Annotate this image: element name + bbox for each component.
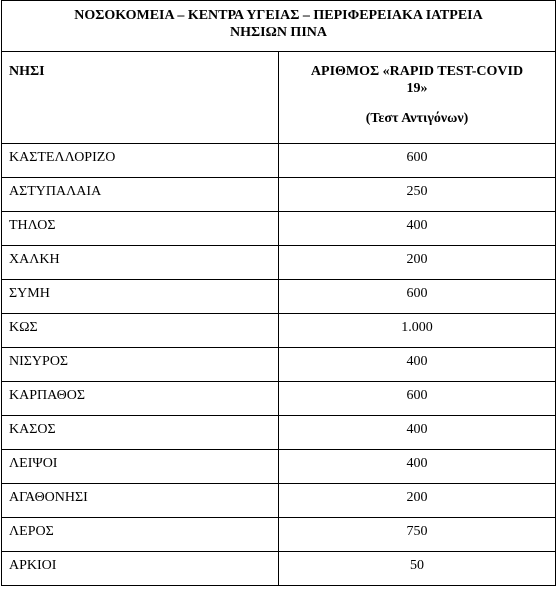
table-row bbox=[2, 348, 556, 382]
island-name-cell: ΣΥΜΗ bbox=[2, 280, 279, 314]
rapid-test-count-cell: 600 bbox=[279, 382, 556, 416]
island-name-cell: ΤΗΛΟΣ bbox=[2, 212, 279, 246]
rapid-test-count-cell: 400 bbox=[279, 348, 556, 382]
header-count-line1: ΑΡΙΘΜΟΣ «RAPID TEST-COVID bbox=[310, 64, 524, 79]
title-row bbox=[2, 1, 556, 52]
rapid-test-count-cell: 400 bbox=[279, 212, 556, 246]
table-row bbox=[2, 416, 556, 450]
rapid-test-count-cell: 200 bbox=[279, 246, 556, 280]
table-row bbox=[2, 484, 556, 518]
table-row bbox=[2, 450, 556, 484]
rapid-test-count-cell: 50 bbox=[279, 552, 556, 586]
table-title-line1: ΝΟΣΟΚΟΜΕΙΑ – ΚΕΝΤΡΑ ΥΓΕΙΑΣ – ΠΕΡΙΦΕΡΕΙΑΚΑ ΙΑΤΡΕΙΑ bbox=[74, 8, 483, 23]
rapid-test-count-cell: 400 bbox=[279, 416, 556, 450]
table-row bbox=[2, 382, 556, 416]
island-name-cell: ΚΑΡΠΑΘΟΣ bbox=[2, 382, 279, 416]
island-name-cell: ΑΓΑΘΟΝΗΣΙ bbox=[2, 484, 279, 518]
island-name-cell: ΚΩΣ bbox=[2, 314, 279, 348]
table-body bbox=[2, 144, 556, 586]
island-name-cell: ΚΑΣΟΣ bbox=[2, 416, 279, 450]
island-name-cell: ΝΙΣΥΡΟΣ bbox=[2, 348, 279, 382]
header-island: ΝΗΣΙ bbox=[2, 52, 279, 144]
table-row bbox=[2, 518, 556, 552]
table-row bbox=[2, 280, 556, 314]
table-row bbox=[2, 144, 556, 178]
header-count-line2: 19» bbox=[406, 81, 428, 96]
rapid-test-count-cell: 600 bbox=[279, 280, 556, 314]
rapid-test-table bbox=[1, 0, 556, 586]
island-name-cell: ΛΕΡΟΣ bbox=[2, 518, 279, 552]
rapid-test-count-cell: 750 bbox=[279, 518, 556, 552]
island-name-cell: ΑΡΚΙΟΙ bbox=[2, 552, 279, 586]
header-count bbox=[279, 52, 556, 144]
island-name-cell: ΧΑΛΚΗ bbox=[2, 246, 279, 280]
table-row bbox=[2, 314, 556, 348]
rapid-test-count-cell: 250 bbox=[279, 178, 556, 212]
table-row bbox=[2, 246, 556, 280]
rapid-test-count-cell: 600 bbox=[279, 144, 556, 178]
island-name-cell: ΚΑΣΤΕΛΛΟΡΙΖΟ bbox=[2, 144, 279, 178]
table-row bbox=[2, 178, 556, 212]
rapid-test-count-cell: 1.000 bbox=[279, 314, 556, 348]
table-row bbox=[2, 552, 556, 586]
header-count-sub: (Τεστ Αντιγόνων) bbox=[365, 111, 469, 126]
table-title bbox=[2, 1, 556, 52]
rapid-test-count-cell: 400 bbox=[279, 450, 556, 484]
table-title-line2: ΝΗΣΙΩΝ ΠΙΝΑ bbox=[230, 25, 327, 40]
island-name-cell: ΑΣΤΥΠΑΛΑΙΑ bbox=[2, 178, 279, 212]
rapid-test-count-cell: 200 bbox=[279, 484, 556, 518]
table-row bbox=[2, 212, 556, 246]
header-row bbox=[2, 52, 556, 144]
island-name-cell: ΛΕΙΨΟΙ bbox=[2, 450, 279, 484]
